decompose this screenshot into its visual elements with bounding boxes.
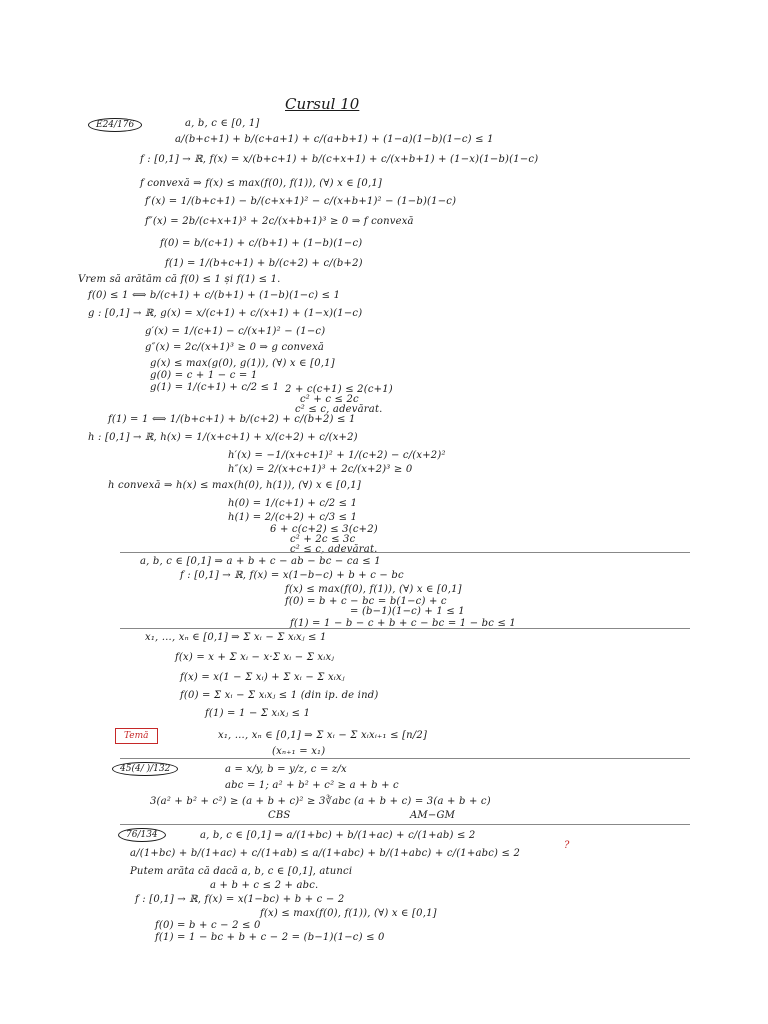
homework-label: Temă xyxy=(115,728,158,744)
ink-line: a, b, c ∈ [0,1] ⇒ a/(1+bc) + b/(1+ac) + c/(1+ab) ≤ 2 xyxy=(200,830,476,841)
ink-line: a/(b+c+1) + b/(c+a+1) + c/(a+b+1) + (1−a)(1−b)(1−c) ≤ 1 xyxy=(175,134,494,145)
ink-line: AM−GM xyxy=(410,810,456,821)
tag-exercise-1: E24/176 xyxy=(88,118,142,132)
ink-line: c² + c ≤ 2c xyxy=(300,394,359,405)
ink-line: f(1) = 1 − Σ xᵢxⱼ ≤ 1 xyxy=(205,708,311,719)
ink-line: f(0) = b/(c+1) + c/(b+1) + (1−b)(1−c) xyxy=(160,238,363,249)
ink-line: g(1) = 1/(c+1) + c/2 ≤ 1 xyxy=(150,382,280,393)
ink-line: abc = 1; a² + b² + c² ≥ a + b + c xyxy=(225,780,399,791)
ink-line: c² + 2c ≤ 3c xyxy=(290,534,356,545)
ink-line: f(x) ≤ max(f(0), f(1)), (∀) x ∈ [0,1] xyxy=(260,908,437,919)
ink-line: f : [0,1] → ℝ, f(x) = x/(b+c+1) + b/(c+x+1) + c/(x+b+1) + (1−x)(1−b)(1−c) xyxy=(140,154,539,165)
ink-line: Putem arăta că dacă a, b, c ∈ [0,1], atunci xyxy=(130,866,353,877)
ink-line: f(0) ≤ 1 ⟺ b/(c+1) + c/(b+1) + (1−b)(1−c) ≤ 1 xyxy=(88,290,341,301)
question-mark: ? xyxy=(564,840,570,851)
ink-line: f : [0,1] → ℝ, f(x) = x(1−bc) + b + c − 2 xyxy=(135,894,345,905)
section-divider xyxy=(120,628,690,629)
ink-line: f(1) = 1/(b+c+1) + b/(c+2) + c/(b+2) xyxy=(165,258,363,269)
ink-line: f(1) = 1 − bc + b + c − 2 = (b−1)(1−c) ≤ 0 xyxy=(155,932,385,943)
ink-line: f″(x) = 2b/(c+x+1)³ + 2c/(x+b+1)³ ≥ 0 ⇒ f convexă xyxy=(145,216,414,227)
ink-line: h : [0,1] → ℝ, h(x) = 1/(x+c+1) + x/(c+2) + c/(x+2) xyxy=(88,432,358,443)
ink-line: a = x/y, b = y/z, c = z/x xyxy=(225,764,347,775)
ink-line: h(0) = 1/(c+1) + c/2 ≤ 1 xyxy=(228,498,358,509)
ink-line: = (b−1)(1−c) + 1 ≤ 1 xyxy=(350,606,465,617)
ink-line: 6 + c(c+2) ≤ 3(c+2) xyxy=(270,524,378,535)
ink-line: Vrem să arătăm că f(0) ≤ 1 și f(1) ≤ 1. xyxy=(78,274,281,285)
ink-line: x₁, …, xₙ ∈ [0,1] ⇒ Σ xᵢ − Σ xᵢxⱼ ≤ 1 xyxy=(145,632,327,643)
section-divider xyxy=(120,552,690,553)
ink-line: f(0) = b + c − 2 ≤ 0 xyxy=(155,920,261,931)
ink-line: h(1) = 2/(c+2) + c/3 ≤ 1 xyxy=(228,512,358,523)
ink-line: a + b + c ≤ 2 + abc. xyxy=(210,880,319,891)
ink-line: a/(1+bc) + b/(1+ac) + c/(1+ab) ≤ a/(1+abc) + b/(1+abc) + c/(1+abc) ≤ 2 xyxy=(130,848,521,859)
ink-line: h convexă ⇒ h(x) ≤ max(h(0), h(1)), (∀) x ∈ [0,1] xyxy=(108,480,361,491)
ink-line: x₁, …, xₙ ∈ [0,1] ⇒ Σ xᵢ − Σ xᵢxᵢ₊₁ ≤ [n/2] xyxy=(218,730,428,741)
tag-exercise-2: 45(4/ )/132 xyxy=(112,762,178,776)
page-title: Cursul 10 xyxy=(285,95,360,113)
ink-line: f convexă ⇒ f(x) ≤ max(f(0), f(1)), (∀) x ∈ [0,1] xyxy=(140,178,382,189)
ink-line: f : [0,1] → ℝ, f(x) = x(1−b−c) + b + c − bc xyxy=(180,570,404,581)
section-divider xyxy=(120,824,690,825)
ink-line: g(x) ≤ max(g(0), g(1)), (∀) x ∈ [0,1] xyxy=(150,358,335,369)
ink-line: f(x) = x + Σ xᵢ − x·Σ xᵢ − Σ xᵢxⱼ xyxy=(175,652,335,663)
ink-line: a, b, c ∈ [0,1] ⇒ a + b + c − ab − bc − ca ≤ 1 xyxy=(140,556,381,567)
ink-line: a, b, c ∈ [0, 1] xyxy=(185,118,260,129)
ink-line: f(x) = x(1 − Σ xᵢ) + Σ xᵢ − Σ xᵢxⱼ xyxy=(180,672,345,683)
ink-line: g″(x) = 2c/(x+1)³ ≥ 0 ⇒ g convexă xyxy=(145,342,325,353)
ink-line: c² ≤ c, adevărat. xyxy=(295,404,383,415)
ink-line: f(x) ≤ max(f(0), f(1)), (∀) x ∈ [0,1] xyxy=(285,584,462,595)
ink-line: f(0) = Σ xᵢ − Σ xᵢxⱼ ≤ 1 (din ip. de ind) xyxy=(180,690,379,701)
ink-line: g′(x) = 1/(c+1) − c/(x+1)² − (1−c) xyxy=(145,326,326,337)
ink-line: h″(x) = 2/(x+c+1)³ + 2c/(x+2)³ ≥ 0 xyxy=(228,464,413,475)
ink-line: f(0) = b + c − bc = b(1−c) + c xyxy=(285,596,447,607)
section-divider xyxy=(120,758,690,759)
ink-line: CBS xyxy=(268,810,291,821)
ink-line: h′(x) = −1/(x+c+1)² + 1/(c+2) − c/(x+2)² xyxy=(228,450,446,461)
ink-line: 2 + c(c+1) ≤ 2(c+1) xyxy=(285,384,393,395)
ink-line: g(0) = c + 1 − c = 1 xyxy=(150,370,258,381)
tag-exercise-3: 76/134 xyxy=(118,828,166,842)
ink-line: f(1) = 1 ⟺ 1/(b+c+1) + b/(c+2) + c/(b+2) ≤ 1 xyxy=(108,414,356,425)
ink-line: f′(x) = 1/(b+c+1) − b/(c+x+1)² − c/(x+b+1)² − (1−b)(1−c) xyxy=(145,196,457,207)
ink-line: c² ≤ c, adevărat. xyxy=(290,544,378,555)
ink-line: 3(a² + b² + c²) ≥ (a + b + c)² ≥ 3∛abc (a + b + c) = 3(a + b + c) xyxy=(150,796,491,807)
ink-line: f(1) = 1 − b − c + b + c − bc = 1 − bc ≤ 1 xyxy=(290,618,516,629)
ink-line: (xₙ₊₁ = x₁) xyxy=(272,746,326,757)
ink-line: g : [0,1] → ℝ, g(x) = x/(c+1) + c/(x+1) + (1−x)(1−c) xyxy=(88,308,363,319)
